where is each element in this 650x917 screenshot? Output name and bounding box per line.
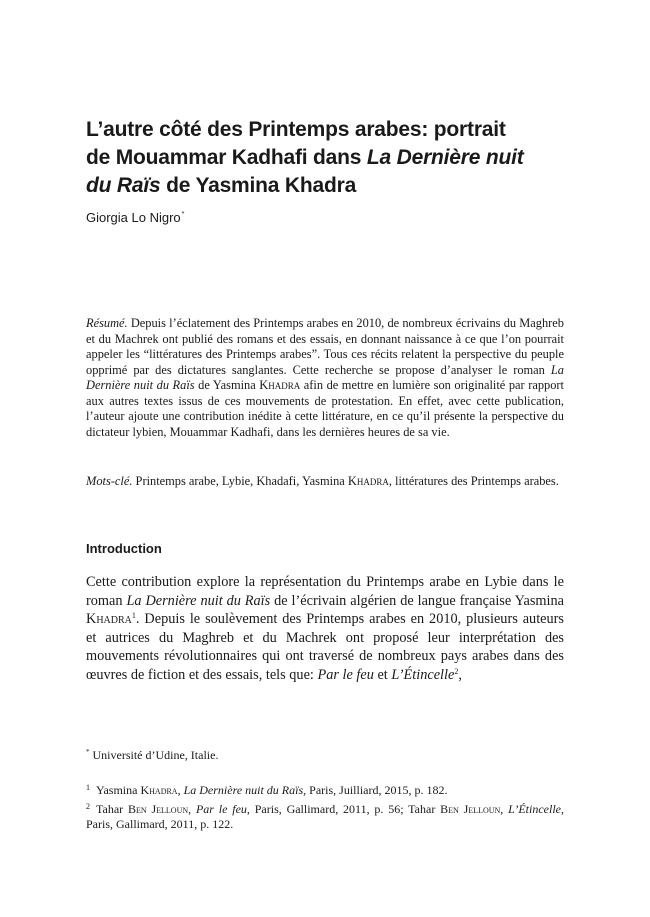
footnote-ref-1[interactable]: 1 (131, 611, 136, 621)
title-line-3: du Raïs de Yasmina Khadra (86, 174, 357, 197)
abstract-novel-title: La Dernière nuit du Raïs (86, 362, 564, 392)
title-line-1: L’autre côté des Printemps arabes: portrait (86, 118, 506, 141)
abstract-label: Résumé. (86, 316, 128, 330)
author-footnote-mark: * (181, 211, 185, 218)
footnote-2: $^2$ Tahar Ben Jelloun, Par le feu, Paris, Gallimard, 2011, p. 56; Tahar Ben Jelloun, L’Étincelle, Paris, Gallimard, 2011, p. 122. (86, 801, 564, 831)
author-name: Giorgia Lo Nigro* (86, 210, 185, 225)
keywords: Mots-clé. Printemps arabe, Lybie, Khadafi, Yasmina Khadra, littératures des Printemps arabes. (86, 474, 559, 488)
article-title (86, 116, 566, 200)
footnote-ref-2[interactable]: 2 (454, 666, 459, 676)
abstract: Résumé. Depuis l’éclatement des Printemps arabes en 2010, de nombreux écrivains du Maghreb et du Machrek ont publié des romans et des essais, en donnant naissance à ce que l’on pourrait appeler les “littératures des Printemps arabes”. Tous ces récits relatent la perspective du peuple opprimé par des dictatures sanglantes. Cette recherche se propose d’analyser le roman La Dernière nuit du Raïs de Yasmina Khadra afin de mettre en lumière son originalité par rapport aux autres textes issus de ces mouvements de protestation. En effet, avec cette publication, l’auteur ajoute une contribution inédite à cette littérature, en ce qu’il présente la perspective du dictateur lybien, Mouammar Kadhafi, dans les dernières heures de sa vie. (86, 316, 564, 439)
footnote-1: $^1$ Yasmina Khadra, La Dernière nuit du Raïs, Paris, Juilliard, 2015, p. 182. (86, 783, 448, 797)
title-novel-part-1: La Dernière nuit (366, 146, 524, 169)
affiliation-mark: * (86, 748, 90, 756)
author-affiliation: * Université d’Udine, Italie. (86, 748, 219, 762)
body-novel-title: La Dernière nuit du Raïs (126, 592, 271, 609)
section-heading-introduction: Introduction (86, 541, 162, 556)
body-work-etincelle: L’Étincelle (391, 666, 455, 683)
abstract-author-surname: Khadra (259, 378, 301, 392)
keywords-author-surname: Khadra (347, 474, 389, 488)
body-work-par-le-feu: Par le feu (317, 666, 374, 683)
footnote-2-number: 2 (86, 801, 90, 811)
body-author-surname: Khadra (86, 611, 132, 628)
title-novel-part-2: du Raïs (86, 174, 161, 197)
introduction-paragraph: Cette contribution explore la représentation du Printemps arabe en Lybie dans le roman La Dernière nuit du Raïs de l’écrivain algérien de langue française Yasmina Khadra$^1$. Depuis le soulèvement des Printemps arabes en 2010, plusieurs auteurs et autrices du Maghreb et du Machrek ont proposé leur interprétation des mouvements révolutionnaires qui ont traversé de nombreux pays arabes dans des œuvres de fiction et des essais, tels que: Par le feu et L’Étincelle$^2$, (86, 574, 564, 683)
footnote-1-number: 1 (86, 783, 90, 792)
title-line-2: de Mouammar Kadhafi dans La Dernière nuit (86, 146, 524, 169)
footnotes (86, 780, 564, 833)
keywords-label: Mots-clé. (86, 474, 133, 488)
